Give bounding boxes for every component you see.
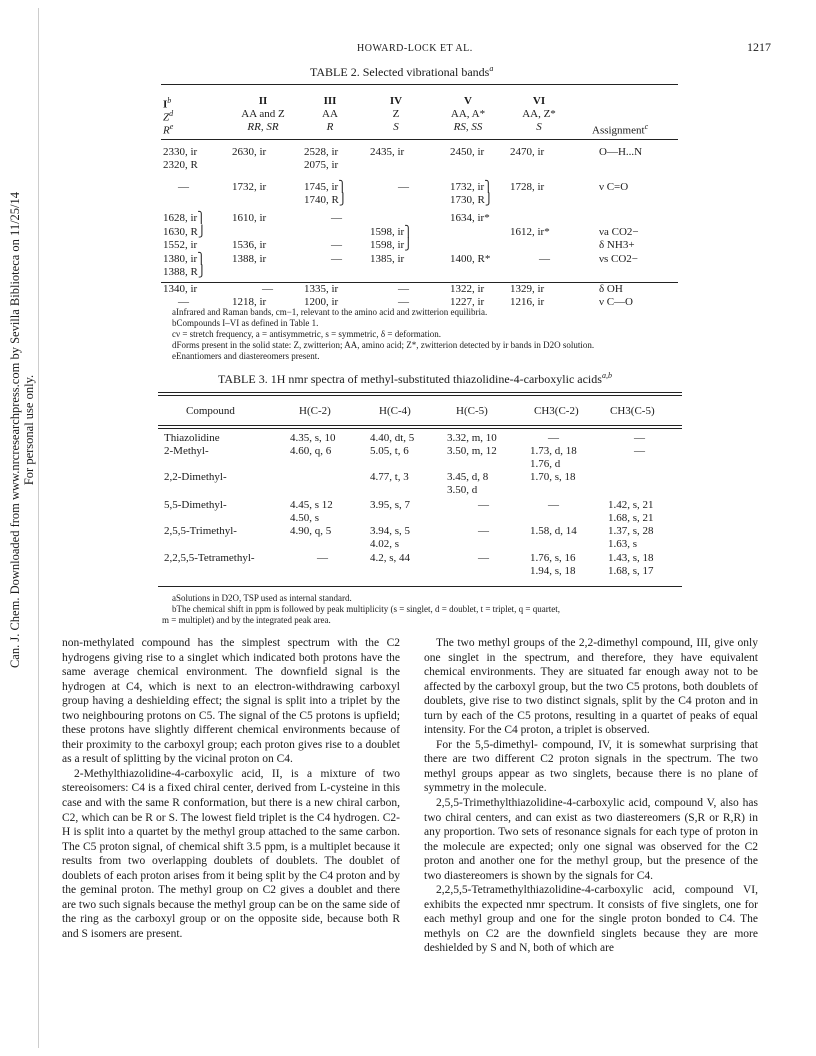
- table3-cell: 2,5,5-Trimethyl-: [164, 525, 237, 537]
- table3-col-header: CH3(C-5): [610, 405, 655, 417]
- table2-cell: 2470, ir: [510, 146, 545, 158]
- body-left-column: [62, 636, 400, 941]
- table2-footnote: cν = stretch frequency, a = antisymmetric, s = symmetric, δ = deformation.: [172, 329, 441, 339]
- table2-footnote: eEnantiomers and diastereomers present.: [172, 351, 320, 361]
- table3-col-header: CH3(C-2): [534, 405, 579, 417]
- table2-header-rule: [161, 139, 678, 140]
- table2-col-header: AA, A*: [450, 108, 486, 120]
- paragraph: The two methyl groups of the 2,2-dimethyl compound, III, give only one singlet in the spectrum, and therefore, they have equivalent chemical environments. They are situated far enough away not to be affected by the carboxyl group, but the two C5 protons, both doublets of doublets, give rise to two distinct signals, split by the C4 proton and in turn by each of the C5 protons, resulting in a quartet of peaks of equal intensity. For the C4 proton, a triplet is observed.: [424, 637, 758, 737]
- margin-line: [38, 8, 39, 1048]
- table2-col-header: S: [536, 121, 542, 133]
- table3-cell: 3.45, d, 8: [447, 471, 489, 483]
- table2-col-header: R: [326, 121, 334, 133]
- table3-cell: 1.68, s, 17: [608, 565, 654, 577]
- table2-cell: 1218, ir: [232, 296, 267, 308]
- table3-cell: —: [634, 432, 645, 444]
- table3-cell: 1.94, s, 18: [530, 565, 576, 577]
- table2-cell: 2075, ir: [304, 159, 339, 171]
- table2-cell: 1552, ir: [163, 239, 198, 251]
- table2-cell: 1634, ir*: [450, 212, 490, 224]
- table2-cell: δ OH: [599, 283, 623, 295]
- table2-footnote: aInfrared and Raman bands, cm−1, relevant to the amino acid and zwitterion equilibria.: [172, 307, 488, 317]
- table3-cell: 2,2-Dimethyl-: [164, 471, 227, 483]
- table3-cell: 4.2, s, 44: [370, 552, 411, 564]
- table3-bottom-rule: [158, 586, 682, 587]
- table2-footnote: dForms present in the solid state: Z, zwitterion; AA, amino acid; Z*, zwitterion detected by ir bands in D2O solution.: [172, 340, 595, 350]
- table3-caption: TABLE 3. 1H nmr spectra of methyl-substituted thiazolidine-4-carboxylic acids$^{a,b}$: [218, 371, 612, 386]
- paragraph: 2,2,5,5-Tetramethylthiazolidine-4-carboxylic acid, compound VI, exhibits the expected nmr spectrum. It consists of five singlets, one for each methyl group and one for the single proton bonded to C4. The methyls on C2 are the downfield singlets because they are more deshielded by S and N, both of which are: [424, 884, 758, 955]
- running-head-authors: HOWARD-LOCK ET AL.: [357, 43, 473, 54]
- table3-cell: 4.35, s, 10: [290, 432, 336, 444]
- table2-cell: —: [331, 239, 342, 251]
- table3-header-rule: [158, 425, 682, 426]
- table3-cell: 4.40, dt, 5: [370, 432, 415, 444]
- table3-cell: 4.50, s: [290, 512, 320, 524]
- table3-cell: 2-Methyl-: [164, 445, 209, 457]
- table2-cell: —: [331, 212, 342, 224]
- table2-cell: 1335, ir: [304, 283, 339, 295]
- table2-cell: νa CO2−: [599, 226, 639, 238]
- table3-cell: 1.70, s, 18: [530, 471, 576, 483]
- table2-caption: TABLE 2. Selected vibrational bands$^a$: [310, 64, 494, 79]
- table3-col-header: H(C-2): [299, 405, 331, 417]
- table3-cell: —: [548, 499, 559, 511]
- page-number: 1217: [747, 40, 771, 54]
- table3-cell: 1.68, s, 21: [608, 512, 654, 524]
- table2-col-header: V: [464, 95, 472, 107]
- table2-col-header: $R^e$: [163, 122, 174, 137]
- table2-cell: —: [178, 181, 189, 193]
- table2-col-header: VI: [532, 95, 546, 107]
- paragraph: 2-Methylthiazolidine-4-carboxylic acid, II, is a mixture of two stereoisomers: C4 is a fixed chiral center, derived from L-cysteine in this case and with the same R conformation, but there is a new chiral carbon, C2, which can be R or S. The lowest field triplet is the C4 hydrogen. C2-H is split into a quartet by the methyl group attached to the same carbon. The C5 proton signal, of chemical shift 3.5 ppm, is a multiplet because it results from two overlapping doublets of doublets. The doublet of doublets of each proton arises from it being split by the C4 proton and by the geminal proton. The methyl group on C2 gives a doublet and there are two such signals because the methyl group can be on the same side of the ring as the carboxyl group or on the opposite side, because both R and S isomers are present.: [62, 767, 400, 940]
- table2-cell: 2435, ir: [370, 146, 405, 158]
- table3-cell: 1.73, d, 18: [530, 445, 577, 457]
- table2-col-header: AA and Z: [241, 108, 285, 120]
- table2-cell: 1388, R⎭: [163, 266, 207, 278]
- table2-col-header: RR, SR: [247, 121, 279, 133]
- paragraph: For the 5,5-dimethyl- compound, IV, it is somewhat surprising that there are two different C2 proton signals in the spectrum. The two methyl groups appear as two singlets, because there is no plane of symmetry in the molecule.: [424, 738, 758, 795]
- table3-cell: 5.05, t, 6: [370, 445, 409, 457]
- table2-col-header: RS, SS: [453, 121, 483, 133]
- table3-header-rule-2: [158, 428, 682, 429]
- body-right-column: [424, 636, 758, 956]
- table3-cell: 1.58, d, 14: [530, 525, 577, 537]
- table3-cell: —: [634, 445, 645, 457]
- table3-cell: 1.42, s, 21: [608, 499, 654, 511]
- table3-cell: 2,2,5,5-Tetramethyl-: [164, 552, 255, 564]
- table3-cell: 3.95, s, 7: [370, 499, 411, 511]
- table3-top-rule-2: [158, 395, 682, 396]
- table3-cell: —: [317, 552, 328, 564]
- paragraph: 2,5,5-Trimethylthiazolidine-4-carboxylic acid, compound V, also has two chiral centers, and can exist as two diastereomers (S,R or R,R) in any proportion. Two sets of resonance signals for each type of proton in the molecule are expected; only one signal was observed for the C2 proton and another one for the methyl group, but the presence of the two diastereomers is shown by the signals for C4.: [424, 797, 758, 882]
- table2-cell: 1610, ir: [232, 212, 267, 224]
- table2-cell: ν C=O: [599, 181, 629, 193]
- table2-cell: —: [398, 296, 409, 308]
- table3-cell: 3.32, m, 10: [447, 432, 497, 444]
- table3-cell: —: [478, 525, 489, 537]
- table3-cell: 4.45, s 12: [290, 499, 333, 511]
- table3-cell: 3.94, s, 5: [370, 525, 411, 537]
- table3-cell: 4.77, t, 3: [370, 471, 409, 483]
- table3-cell: 1.37, s, 28: [608, 525, 654, 537]
- table2-cell: 2320, R: [163, 159, 198, 171]
- table2-cell: 1227, ir: [450, 296, 485, 308]
- table3-cell: 3.50, d: [447, 484, 478, 496]
- table3-cell: —: [548, 432, 559, 444]
- table2-cell: O—H...N: [599, 146, 643, 158]
- table3-cell: —: [478, 552, 489, 564]
- table2-bottom-rule: [161, 282, 678, 283]
- table2-cell: 1329, ir: [510, 283, 545, 295]
- table2-cell: 2450, ir: [450, 146, 485, 158]
- table2-cell: 2630, ir: [232, 146, 267, 158]
- table2-cell: 1400, R*: [450, 253, 491, 265]
- table3-cell: 1.43, s, 18: [608, 552, 654, 564]
- table2-col-header: III: [323, 95, 337, 107]
- table2-cell: 1598, ir⎭: [370, 239, 413, 251]
- table3-cell: 1.76, d: [530, 458, 561, 470]
- table3-cell: Thiazolidine: [164, 432, 220, 444]
- table2-col-header: $I^b$: [163, 96, 172, 111]
- table2-cell: 1322, ir: [450, 283, 485, 295]
- table2-cell: 1740, R⎭: [304, 194, 348, 206]
- table3-cell: 4.90, q, 5: [290, 525, 332, 537]
- table3-cell: —: [478, 499, 489, 511]
- table2-cell: 1732, ir: [232, 181, 267, 193]
- table3-col-header: Compound: [186, 405, 235, 417]
- table2-col-header: Z: [392, 108, 400, 120]
- table2-cell: 1216, ir: [510, 296, 545, 308]
- table2-cell: 1385, ir: [370, 253, 405, 265]
- table3-footnote: aSolutions in D2O, TSP used as internal standard.: [172, 593, 352, 603]
- table2-col-header: AA, Z*: [522, 108, 556, 120]
- watermark-line-2: For personal use only.: [22, 374, 36, 486]
- table2-cell: —: [331, 253, 342, 265]
- table2-cell: —: [398, 181, 409, 193]
- table2-col-header: $Z^d$: [163, 109, 174, 124]
- download-watermark: [2, 191, 40, 669]
- table2-cell: —: [539, 253, 550, 265]
- table2-cell: νs CO2−: [599, 253, 638, 265]
- watermark-line-1: Can. J. Chem. Downloaded from www.nrcresearchpress.com by Sevilla Biblioteca on 11/25/14: [8, 191, 22, 669]
- table2-cell: 1728, ir: [510, 181, 545, 193]
- table2-top-rule: [161, 84, 678, 85]
- table2-col-header: AA: [322, 108, 338, 120]
- table3-cell: 1.63, s: [608, 538, 638, 550]
- table2-col-header: S: [393, 121, 399, 133]
- table2-cell: 1745, ir⎫: [304, 181, 347, 193]
- table2-cell: 1730, R⎭: [450, 194, 494, 206]
- table2-cell: —: [178, 296, 189, 308]
- table2-cell: 1630, R⎭: [163, 226, 207, 238]
- table2-col-header: II: [258, 95, 268, 107]
- table2-cell: 1380, ir⎫: [163, 253, 206, 265]
- table3-cell: 5,5-Dimethyl-: [164, 499, 227, 511]
- table3-col-header: H(C-5): [456, 405, 488, 417]
- table2-cell: 1612, ir*: [510, 226, 550, 238]
- table2-cell: 2330, ir: [163, 146, 198, 158]
- table3-footnote: m = multiplet) and by the integrated peak area.: [162, 615, 331, 625]
- table2-cell: 2528, ir: [304, 146, 339, 158]
- table2-cell: δ NH3+: [599, 239, 635, 251]
- table3-footnote: bThe chemical shift in ppm is followed by peak multiplicity (s = singlet, d = doublet, t = triplet, q = quartet,: [172, 604, 560, 614]
- paragraph: non-methylated compound has the simplest spectrum with the C2 hydrogens giving rise to a singlet which indicated both protons have the same average chemical environment. The downfield signal is the hydrogen at C4, which is next to an electron-withdrawing carboxyl group having a deshielding effect; the signal is split into a triplet by the two neighbouring protons on C5. The signal of the C5 protons is upfield; these protons have slightly different chemical environments because of their proximity to the carboxyl group; each proton gives rise to a doublet as a result of splitting by the vicinal proton on C4.: [62, 637, 400, 766]
- table2-cell: 1200, ir: [304, 296, 339, 308]
- table2-cell: 1628, ir⎫: [163, 212, 206, 224]
- table3-cell: 4.02, s: [370, 538, 400, 550]
- table3-cell: 1.76, s, 16: [530, 552, 576, 564]
- table2-footnote: bCompounds I–VI as defined in Table 1.: [172, 318, 319, 328]
- table3-top-rule: [158, 392, 682, 393]
- table2-cell: 1732, ir⎫: [450, 181, 493, 193]
- table2-col-header: IV: [389, 95, 403, 107]
- table2-cell: 1536, ir: [232, 239, 267, 251]
- table2-cell: ν C—O: [599, 296, 634, 308]
- table2-cell: 1340, ir: [163, 283, 198, 295]
- table2-cell: 1598, ir⎫: [370, 226, 413, 238]
- table2-cell: —: [262, 283, 273, 295]
- table2-col-header: Assignment$^c$: [592, 122, 649, 137]
- table3-cell: 4.60, q, 6: [290, 445, 332, 457]
- table3-col-header: H(C-4): [379, 405, 411, 417]
- table3-cell: 3.50, m, 12: [447, 445, 497, 457]
- table2-cell: —: [398, 283, 409, 295]
- table2-cell: 1388, ir: [232, 253, 267, 265]
